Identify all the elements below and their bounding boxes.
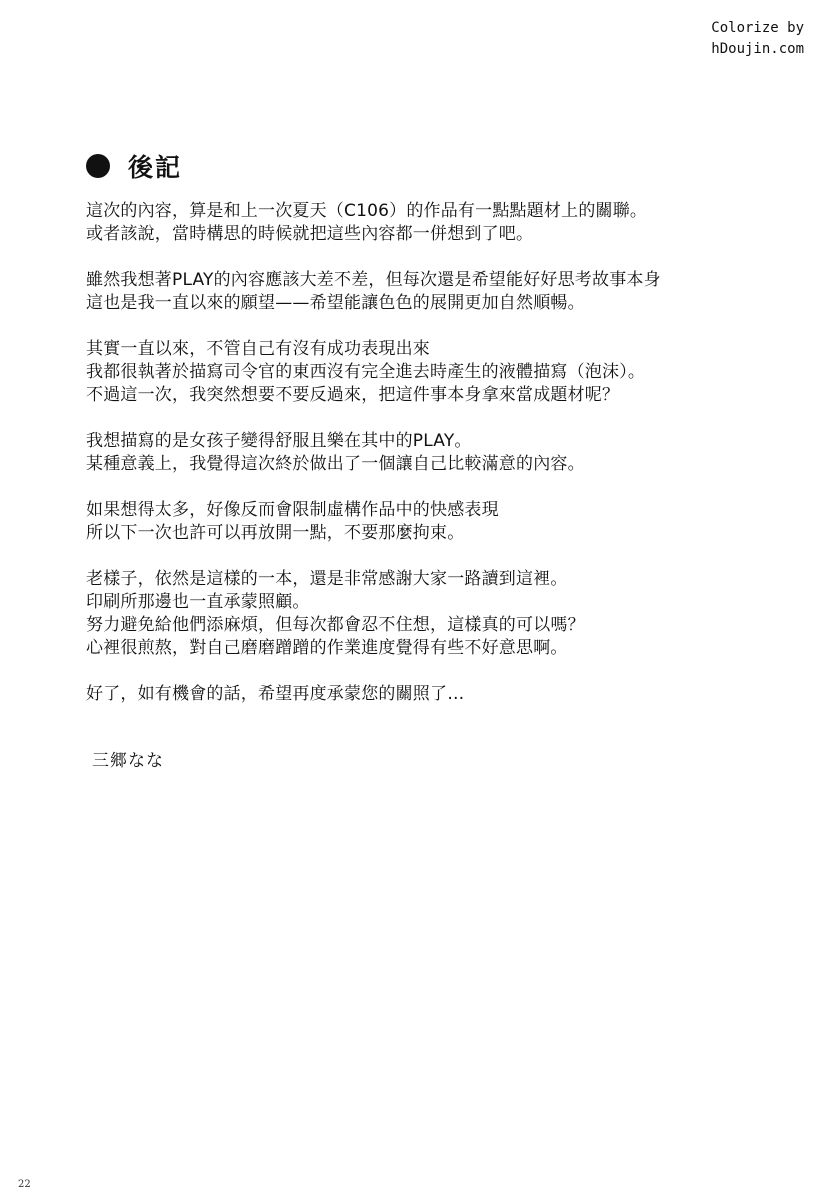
text-line: 老樣子，依然是這樣的一本，還是非常感謝大家一路讀到這裡。 bbox=[86, 569, 568, 589]
bullet-icon bbox=[86, 154, 110, 178]
text-line: 雖然我想著PLAY的內容應該大差不差，但每次還是希望能好好思考故事本身 bbox=[86, 270, 661, 290]
paragraph-1 bbox=[86, 200, 726, 246]
text-line: 我想描寫的是女孩子變得舒服且樂在其中的PLAY。 bbox=[86, 431, 472, 451]
paragraph-4 bbox=[86, 430, 726, 476]
credit-line-2: hDoujin.com bbox=[711, 41, 804, 57]
text-line: 如果想得太多，好像反而會限制虛構作品中的快感表現 bbox=[86, 500, 499, 520]
text-line: 某種意義上，我覺得這次終於做出了一個讓自己比較滿意的內容。 bbox=[86, 454, 585, 474]
afterword-body bbox=[86, 200, 726, 729]
text-line: 這也是我一直以來的願望——希望能讓色色的展開更加自然順暢。 bbox=[86, 293, 585, 313]
heading-title: 後記 bbox=[128, 153, 183, 182]
paragraph-5 bbox=[86, 499, 726, 545]
paragraph-3 bbox=[86, 338, 726, 407]
text-line: 好了，如有機會的話，希望再度承蒙您的關照了… bbox=[86, 684, 465, 704]
colorize-credit bbox=[711, 18, 804, 60]
paragraph-7 bbox=[86, 683, 726, 706]
text-line: 印刷所那邊也一直承蒙照顧。 bbox=[86, 592, 310, 612]
text-line: 我都很執著於描寫司令官的東西沒有完全進去時產生的液體描寫（泡沫）。 bbox=[86, 362, 646, 382]
text-line: 這次的內容，算是和上一次夏天（C106）的作品有一點點題材上的關聯。 bbox=[86, 201, 648, 221]
paragraph-6 bbox=[86, 568, 726, 660]
text-line: 所以下一次也許可以再放開一點，不要那麼拘束。 bbox=[86, 523, 465, 543]
author-signature: 三郷なな bbox=[92, 751, 164, 771]
text-line: 或者該說，當時構思的時候就把這些內容都一併想到了吧。 bbox=[86, 224, 534, 244]
text-line: 心裡很煎熬，對自己磨磨蹭蹭的作業進度覺得有些不好意思啊。 bbox=[86, 638, 568, 658]
text-line: 努力避免給他們添麻煩，但每次都會忍不住想，這樣真的可以嗎？ bbox=[86, 615, 585, 635]
text-line: 其實一直以來，不管自己有沒有成功表現出來 bbox=[86, 339, 430, 359]
credit-line-1: Colorize by bbox=[711, 20, 804, 36]
section-heading bbox=[86, 148, 182, 184]
paragraph-2 bbox=[86, 269, 726, 315]
page-number: 22 bbox=[18, 1179, 31, 1190]
text-line: 不過這一次，我突然想要不要反過來，把這件事本身拿來當成題材呢？ bbox=[86, 385, 620, 405]
